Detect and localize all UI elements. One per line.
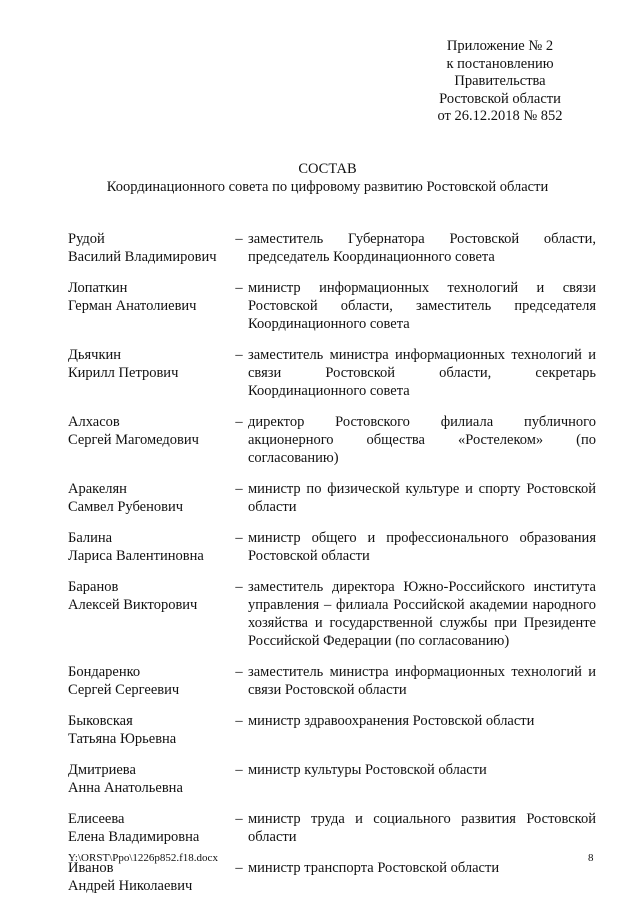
dash-separator: – — [235, 860, 243, 876]
member-given-name: Сергей Сергеевич — [68, 682, 180, 698]
member-surname: Баранов — [68, 579, 119, 595]
member-name — [68, 413, 230, 467]
member-row — [68, 810, 596, 846]
member-name — [68, 480, 230, 516]
member-row — [68, 413, 596, 467]
member-given-name: Василий Владимирович — [68, 249, 217, 265]
member-name — [68, 712, 230, 748]
member-role: министр информационных технологий и связи Ростовской области, заместитель председателя Координационного совета — [248, 280, 596, 332]
dash-separator: – — [235, 762, 243, 778]
member-given-name: Самвел Рубенович — [68, 499, 183, 515]
member-role: заместитель министра информационных технологий и связи Ростовской области — [248, 664, 596, 698]
member-row — [68, 663, 596, 699]
member-name — [68, 529, 230, 565]
member-name — [68, 810, 230, 846]
member-surname: Балина — [68, 530, 113, 546]
member-given-name: Елена Владимировна — [68, 829, 200, 845]
member-surname: Бондаренко — [68, 664, 141, 680]
member-role: министр культуры Ростовской области — [248, 762, 487, 778]
member-name — [68, 761, 230, 797]
member-surname: Иванов — [68, 860, 114, 876]
dash-separator: – — [235, 530, 243, 546]
member-name — [68, 279, 230, 333]
member-given-name: Андрей Николаевич — [68, 878, 193, 894]
page-number: 8 — [588, 852, 594, 864]
dash-separator: – — [235, 280, 243, 296]
dash-separator: – — [235, 414, 243, 430]
member-row — [68, 480, 596, 516]
member-given-name: Герман Анатолиевич — [68, 298, 197, 314]
member-row — [68, 578, 596, 650]
member-surname: Быковская — [68, 713, 133, 729]
annex-line: Правительства — [454, 73, 546, 89]
member-given-name: Кирилл Петрович — [68, 365, 179, 381]
member-row — [68, 346, 596, 400]
member-name — [68, 859, 230, 895]
member-surname: Алхасов — [68, 414, 120, 430]
member-given-name: Анна Анатольевна — [68, 780, 183, 796]
annex-line: от 26.12.2018 № 852 — [437, 108, 563, 124]
member-surname: Лопаткин — [68, 280, 128, 296]
title-heading: СОСТАВ — [298, 161, 357, 177]
member-name — [68, 578, 230, 650]
member-role: министр по физической культуре и спорту Ростовской области — [248, 481, 596, 515]
annex-line: Ростовской области — [439, 90, 561, 107]
footer-file-path: Y:\ORST\Ppo\1226p852.f18.docx — [68, 852, 218, 864]
member-role: заместитель Губернатора Ростовской области, председатель Координационного совета — [248, 231, 596, 265]
member-role: директор Ростовского филиала публичного акционерного общества «Ростелеком» (по согласованию) — [248, 414, 596, 466]
member-surname: Аракелян — [68, 481, 127, 497]
dash-separator: – — [235, 713, 243, 729]
document-title — [0, 160, 640, 196]
member-surname: Дмитриева — [68, 762, 136, 778]
member-name — [68, 230, 230, 266]
annex-block — [420, 38, 580, 126]
member-role: министр здравоохранения Ростовской области — [248, 713, 535, 729]
member-given-name: Сергей Магомедович — [68, 432, 199, 448]
member-row — [68, 761, 596, 797]
member-role: министр транспорта Ростовской области — [248, 860, 500, 876]
member-surname: Рудой — [68, 231, 105, 247]
dash-separator: – — [235, 811, 243, 827]
dash-separator: – — [235, 231, 243, 247]
dash-separator: – — [235, 579, 243, 595]
member-row — [68, 712, 596, 748]
member-given-name: Татьяна Юрьевна — [68, 731, 177, 747]
member-name — [68, 346, 230, 400]
member-role: заместитель директора Южно-Российского института управления – филиала Российской академии народного хозяйства и государственной службы при Президенте Российской Федерации (по согласованию) — [248, 579, 596, 649]
member-given-name: Алексей Викторович — [68, 597, 198, 613]
member-row — [68, 230, 596, 266]
annex-line: к постановлению — [446, 55, 554, 72]
member-given-name: Лариса Валентиновна — [68, 548, 204, 564]
member-row — [68, 859, 596, 895]
member-row — [68, 279, 596, 333]
dash-separator: – — [235, 664, 243, 680]
member-row — [68, 529, 596, 565]
member-role: министр труда и социального развития Ростовской области — [248, 811, 596, 845]
title-subtitle: Координационного совета по цифровому развитию Ростовской области — [106, 179, 549, 195]
annex-line: Приложение № 2 — [446, 38, 554, 54]
member-role: министр общего и профессионального образования Ростовской области — [248, 530, 596, 564]
member-role: заместитель министра информационных технологий и связи Ростовской области, секретарь Координационного совета — [248, 347, 596, 399]
member-surname: Дьячкин — [68, 347, 122, 363]
member-surname: Елисеева — [68, 811, 125, 827]
members-list — [68, 230, 596, 908]
dash-separator: – — [235, 481, 243, 497]
dash-separator: – — [235, 347, 243, 363]
member-name — [68, 663, 230, 699]
